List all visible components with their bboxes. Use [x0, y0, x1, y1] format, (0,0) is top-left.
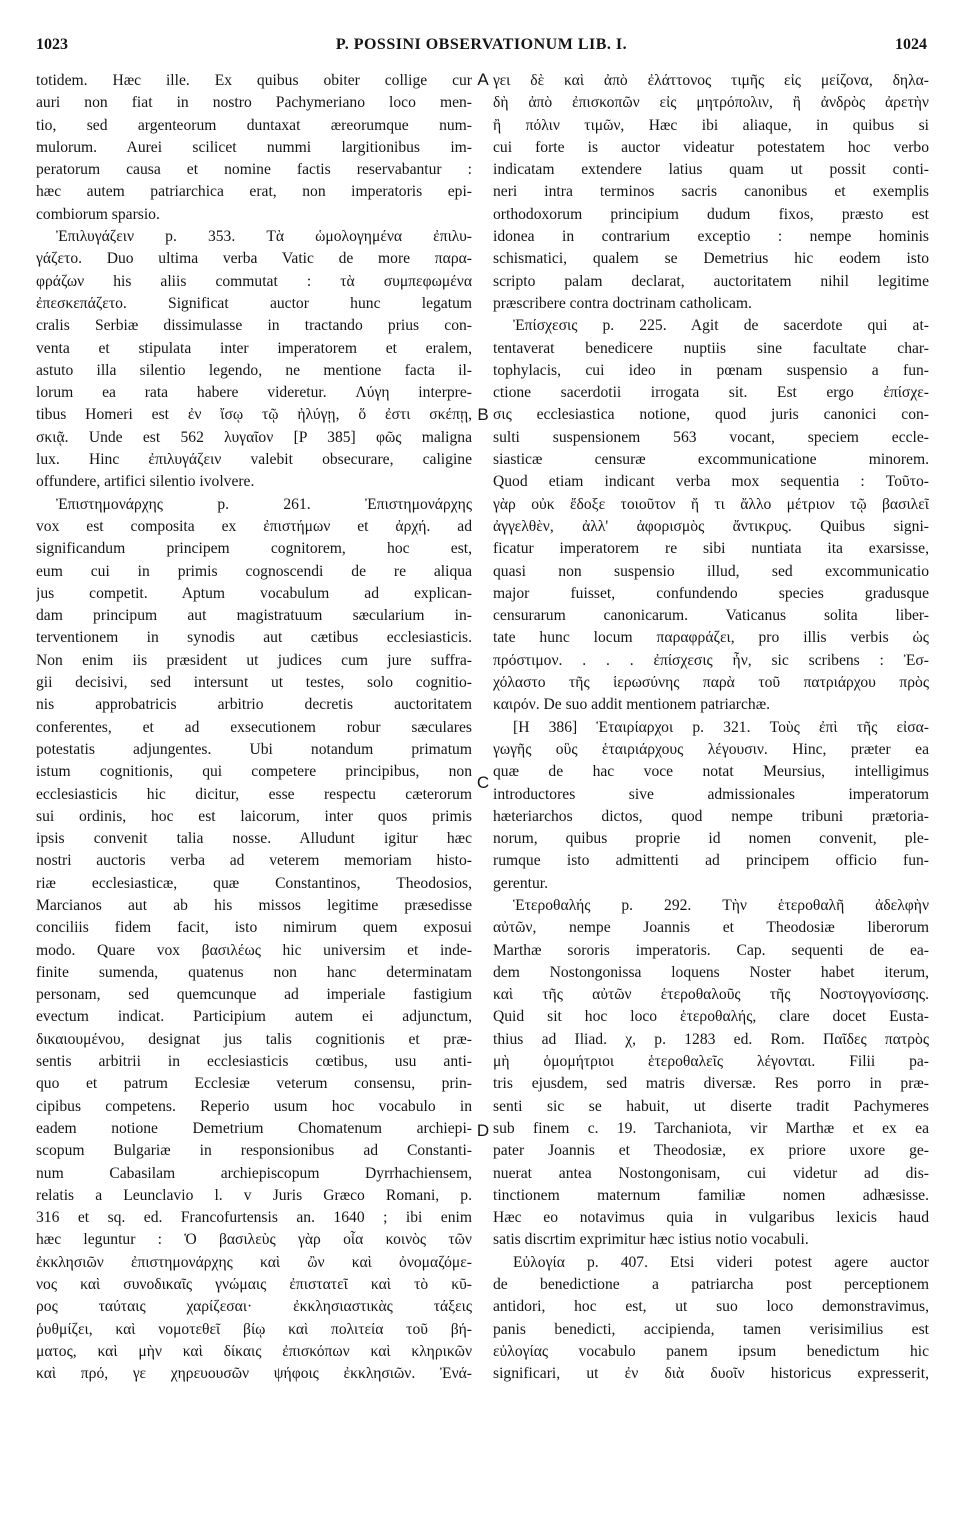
- margin-letter-b: B: [477, 405, 489, 424]
- text-line: ipsis convenit talia nosse. Alludunt igitur hæc: [36, 830, 472, 848]
- margin-letter-c: C: [476, 773, 490, 792]
- text-line: de benedictione a patriarcha post perceptionem: [493, 1276, 929, 1294]
- text-line: γὰρ οὐκ ἔδοξε τοιοῦτον ἤ τι ἄλλο μέτριον τῷ βασιλεῖ: [493, 495, 929, 513]
- text-line: significandum principem cognitorem, hoc est,: [36, 540, 472, 558]
- text-line: rumque isto admittenti ad principem officio fun-: [493, 852, 929, 870]
- text-line: sui ordinis, hoc est laicorum, inter quos primis: [36, 807, 472, 825]
- text-line: tibus Homeri est ἐν ἴσῳ τῷ ἠλύγῃ, ὅ ἐστι σκέπῃ,: [36, 406, 472, 424]
- text-line: quo et patrum Ecclesiæ veterum consensu, prin-: [36, 1075, 472, 1093]
- text-line: scripto palam declarat, auctoritatem nihil legitime: [493, 272, 929, 290]
- text-line: sub finem c. 19. Tarchaniota, vir Marthæ et ex ea: [493, 1119, 929, 1137]
- text-line: norum, quibus proprie id nomen convenit, ple-: [493, 830, 929, 848]
- text-line: venta et stipulata inter imperatorem et eralem,: [36, 339, 472, 357]
- text-line: præscribere contra doctrinam catholicam.: [493, 294, 752, 312]
- text-line: ματος, καὶ μὴν καὶ δίκαις ἐπισκόπων καὶ κληρικῶν: [36, 1342, 472, 1360]
- running-header: [36, 36, 927, 60]
- text-line: nostri auctoris verba ad veterem memoriam histo-: [36, 852, 472, 870]
- text-line: 316 et sq. ed. Francofurtensis an. 1640 ; ibi enim: [36, 1209, 472, 1227]
- text-line: lux. Hinc ἐπιλυγάζειν valebit obsecurare, caligine: [36, 451, 472, 469]
- text-line: personam, sed quemcunque ad imperiale fastigium: [36, 986, 472, 1004]
- text-line: astuto illa silentio legendo, ne mentione facta il-: [36, 361, 472, 379]
- text-line: panis benedicti, accipienda, tamen verisimilius est: [493, 1320, 929, 1338]
- text-line: satis discrtim exprimitur hæc istius notio vocabuli.: [493, 1231, 809, 1249]
- text-line: indicatam extendere latius quam ut possit conti-: [493, 161, 929, 179]
- text-line: schismatici, qualem se Demetrius hic eodem isto: [493, 250, 929, 268]
- page-number-left: 1023: [36, 36, 68, 53]
- text-line: introductores sive admissionales imperatorum: [493, 785, 929, 803]
- margin-letter-d: D: [476, 1121, 490, 1140]
- text-line: gerentur.: [493, 874, 548, 892]
- text-line: σκιᾷ. Unde est 562 λυγαῖον [P 385] φῶς maligna: [36, 428, 472, 446]
- running-title: P. POSSINI OBSERVATIONUM LIB. I.: [335, 36, 628, 53]
- text-line: tio, sed argenteorum duntaxat æreorumque num-: [36, 116, 472, 134]
- text-line: relatis a Leunclavio l. v Juris Græco Romani, p.: [36, 1186, 472, 1204]
- text-line: quæ de hac voce notat Meursius, intelligimus: [493, 763, 929, 781]
- left-text-column: [36, 70, 472, 1386]
- text-line: eum cui in primis cognoscendi de re aliqua: [36, 562, 472, 580]
- text-line: Non enim iis præsident ut judices cum jure suffra-: [36, 651, 472, 669]
- text-line: sentis arbitrii in ecclesiasticis cœtibus, usu anti-: [36, 1053, 472, 1071]
- margin-letter-a: A: [477, 70, 489, 89]
- text-line: censurarum canonicarum. Vaticanus solita liber-: [493, 607, 929, 625]
- text-line: ῥυθμίζει, καὶ νομοτεθεῖ βίῳ καὶ πολιτεία τοῦ βή-: [36, 1320, 472, 1338]
- text-line: scopum Bulgariæ in responsionibus ad Constanti-: [36, 1142, 472, 1160]
- text-line: Hæc eo notavimus quia in vulgaribus lexicis haud: [493, 1209, 929, 1227]
- text-line: tophylacis, cui ideo in pœnam suspensio a fun-: [493, 361, 929, 379]
- text-line: finite sumenda, quatenus non hanc determinatam: [36, 963, 472, 981]
- text-line: αὐτῶν, nempe Joannis et Theodosiæ liberorum: [493, 919, 929, 937]
- text-line: peratorum causa et nomine factis reservabantur :: [36, 161, 472, 179]
- page-number-right: 1024: [895, 36, 927, 53]
- text-line: Ἐπιλυγάζειν p. 353. Τὰ ὡμολογημένα ἐπιλυ-: [56, 228, 472, 246]
- text-line: pater Joannis et Theodosiæ, ex priore uxore ge-: [493, 1142, 929, 1160]
- text-line: καὶ πρό, γε χηρευουσῶν ψήφοις ἐκκλησιῶν. Ἐνά-: [36, 1365, 472, 1383]
- text-line: Marthæ sororis imperatoris. Cap. sequenti de ea-: [493, 941, 929, 959]
- text-line: antidori, hoc est, ut suo loco demonstravimus,: [493, 1298, 929, 1316]
- text-line: ἀγγελθὲν, ἀλλ' ἀφορισμὸς ἄντικρυς. Quibus signi-: [493, 517, 929, 535]
- text-line: δικαιουμένου, designat jus talis cognitionis et præ-: [36, 1030, 472, 1048]
- text-line: ρος ταύταις χαρίζεσαι· ἐκκλησιαστικὰς τάξεις: [36, 1298, 472, 1316]
- text-line: Quid sit hoc loco ἑτεροθαλής, clare docet Eusta-: [493, 1008, 929, 1026]
- text-line: καιρόν. De suo addit mentionem patriarchæ.: [493, 696, 770, 714]
- text-line: Marcianos aut ab his missos legitime præsedisse: [36, 896, 472, 914]
- text-line: major fuisset, confundendo species gradusque: [493, 584, 929, 602]
- text-line: jus competit. Aptum vocabulum ad explican-: [36, 584, 472, 602]
- text-line: tentaverat benedicere nuptiis sine facultate char-: [493, 339, 929, 357]
- text-line: tinctionem maternum familiæ nomen adhæsisse.: [493, 1186, 929, 1204]
- text-line: potestatis adjungentes. Ubi notandum primatum: [36, 740, 472, 758]
- text-line: quasi non suspensio illud, sed excommunicatio: [493, 562, 929, 580]
- text-line: conferentes, et ad exsecutionem robur sæculares: [36, 718, 472, 736]
- text-line: σις ecclesiastica notione, quod juris canonici con-: [493, 406, 929, 424]
- text-line: dem Nostongonissa loquens Noster habet iterum,: [493, 963, 929, 981]
- text-line: ἐπεσκεπάζετο. Significat auctor hunc legatum: [36, 294, 472, 312]
- text-line: Ἑτεροθαλής p. 292. Τὴν ἑτεροθαλῆ ἀδελφὴν: [513, 896, 929, 914]
- text-line: nuerat antea Nostongonisam, cui videtur ad dis-: [493, 1164, 929, 1182]
- text-line: vox est composita ex ἐπιστήμων et ἀρχή. ad: [36, 517, 472, 535]
- text-line: tris ejusdem, sed matris diversæ. Res porro in præ-: [493, 1075, 929, 1093]
- text-line: combiorum sparsio.: [36, 205, 160, 223]
- text-line: ecclesiasticis hic dicitur, esse respectu cæterorum: [36, 785, 472, 803]
- text-line: totidem. Hæc ille. Ex quibus obiter collige cur: [36, 72, 472, 89]
- text-line: hæc autem patriarchica erat, non imperatoris epi-: [36, 183, 472, 201]
- text-line: lorum ea rata habere videretur. Λύγη interpre-: [36, 384, 472, 402]
- text-line: modo. Quare vox βασιλέως hic universim et inde-: [36, 941, 472, 959]
- text-line: evectum indicat. Participium autem ei adjunctum,: [36, 1008, 472, 1026]
- text-line: istum cognitionis, qui competere principibus, non: [36, 763, 472, 781]
- text-line: [H 386] Ἑταιρίαρχοι p. 321. Τοὺς ἐπὶ τῆς εἰσα-: [513, 718, 929, 736]
- text-line: cui forte is auctor videatur potestatem hoc verbo: [493, 138, 929, 156]
- text-line: nis approbatricis arbitrio decretis auctoritatem: [36, 696, 472, 714]
- text-line: μὴ ὁμομήτριοι ἑτεροθαλεῖς λέγονται. Filii pa-: [493, 1053, 929, 1071]
- text-line: cralis Serbiæ dissimulasse in tractando prius con-: [36, 317, 472, 335]
- text-line: mulorum. Aurei scilicet nummi largitionibus im-: [36, 138, 472, 156]
- text-line: sulti suspensionem 563 vocant, speciem eccle-: [493, 428, 929, 446]
- text-line: cipibus competens. Reperio usum hoc vocabulo in: [36, 1097, 472, 1115]
- text-line: auri non fiat in nostro Pachymeriano loco men-: [36, 94, 472, 112]
- text-line: orthodoxorum principium dudum fixos, præsto est: [493, 205, 929, 223]
- text-line: καὶ τῆς αὐτῶν ἑτεροθαλοῦς τῆς Νοστογγονίσσης.: [493, 986, 929, 1004]
- text-line: εὐλογίας vocabulo panem ipsum benedictum hic: [493, 1342, 929, 1360]
- text-line: hæc leguntur : Ὁ βασιλεὺς γὰρ οἷα κοινὸς τῶν: [36, 1231, 472, 1249]
- text-line: terventionem in synodis aut cætibus ecclesiasticis.: [36, 629, 472, 647]
- text-line: Ἐπίσχεσις p. 225. Agit de sacerdote qui at-: [513, 317, 929, 335]
- text-line: δὴ ἀπὸ ἐπισκοπῶν εἰς μητρόπολιν, ἢ ἀνδρὸς ἀρετὴν: [493, 94, 929, 112]
- text-line: ficatur imperatorem re sibi nuntiata ita exarsisse,: [493, 540, 929, 558]
- text-line: γει δὲ καὶ ἀπὸ ἐλάττονος τιμῆς εἰς μείζονα, δηλα-: [493, 72, 929, 89]
- text-line: thius ad Iliad. χ, p. 1283 ed. Rom. Παῖδες πατρὸς: [493, 1030, 929, 1048]
- text-line: Εὐλογία p. 407. Etsi videri potest agere auctor: [513, 1253, 929, 1271]
- text-line: φράζων his aliis commutat : τὰ συμπεφωμένα: [36, 272, 472, 290]
- text-line: γωγῆς οὓς ἑταιριάρχους λέγουσιν. Hinc, præter ea: [493, 740, 929, 758]
- text-line: eadem notione Demetrium Chomatenum archiepi-: [36, 1119, 472, 1137]
- text-line: χόλαστο τῆς ἱερωσύνης παρὰ τοῦ πατριάρχου πρὸς: [493, 674, 929, 692]
- text-line: senti sic se habuit, ut diserte tradit Pachymeres: [493, 1097, 929, 1115]
- text-line: νος καὶ συνοδικαῖς γνώμαις ἐπιστατεῖ καὶ τὸ κῦ-: [36, 1276, 472, 1294]
- text-line: Quod etiam indicant verba mox sequentia : Τοῦτο-: [493, 473, 929, 491]
- text-line: γάζετο. Duo ultima verba Vatic de more παρα-: [36, 250, 472, 268]
- text-line: idonea in contrarium exceptio : nempe hominis: [493, 228, 929, 246]
- text-line: πρόστιμον. . . . ἐπίσχεσις ἦν, sic scribens : Ἐσ-: [493, 651, 929, 669]
- text-line: ἐκκλησιῶν ἐπιστημονάρχης καὶ ὢν καὶ ὀνομαζόμε-: [36, 1253, 472, 1271]
- text-line: riæ ecclesiasticæ, quæ Constantinos, Theodosios,: [36, 874, 472, 892]
- text-line: tate hunc locum παραφράζει, pro illis verbis ὡς: [493, 629, 929, 647]
- text-line: neri intra terminos sacris canonibus et exemplis: [493, 183, 929, 201]
- text-line: offundere, artifici silentio ivolvere.: [36, 473, 255, 491]
- text-line: hæteriarchos dictos, quod nempe tribuni prætoria-: [493, 807, 929, 825]
- text-line: ἢ πόλιν τιμῶν, Hæc ibi aliaque, in quibus si: [493, 116, 929, 134]
- text-line: num Cabasilam archiepiscopum Dyrrhachiensem,: [36, 1164, 472, 1182]
- text-line: gii decisivi, sed intersunt ut testes, solo cognitio-: [36, 674, 472, 692]
- text-line: conciliis fidem facit, isto nimirum quem exposui: [36, 919, 472, 937]
- text-line: siasticæ censuræ excommunicatione minorem.: [493, 451, 929, 469]
- text-line: dam principum aut magistratuum sæcularium in-: [36, 607, 472, 625]
- right-text-column: [493, 70, 929, 1386]
- text-line: significari, ut ἐν διὰ δυοῖν historicus expresserit,: [493, 1365, 929, 1383]
- text-line: Ἐπιστημονάρχης p. 261. Ἐπιστημονάρχης: [56, 495, 472, 513]
- text-line: ctione sacerdotii irrogata sit. Est ergo ἐπίσχε-: [493, 384, 929, 402]
